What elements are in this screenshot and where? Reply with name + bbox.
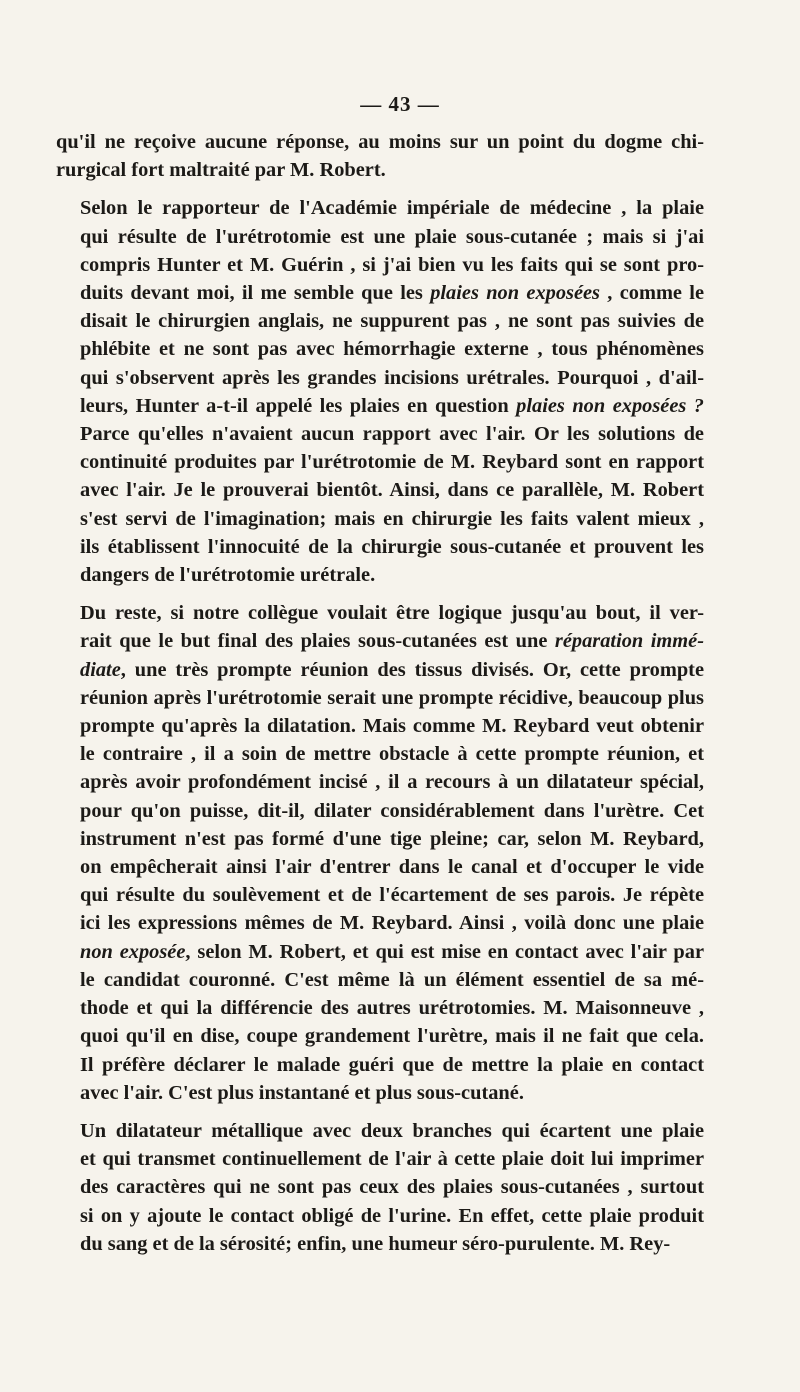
text-line: réunion après l'urétrotomie serait une prompte récidive, beaucoup plus bbox=[80, 686, 704, 709]
text-line: on empêcherait ainsi l'air d'entrer dans le canal et d'occuper le vide bbox=[80, 856, 704, 879]
text-line: phlébite et ne sont pas avec hémorrhagie externe , tous phénomènes bbox=[80, 338, 704, 361]
text-line: qui résulte du soulèvement et de l'écartement de ses parois. Je répète bbox=[80, 884, 704, 907]
text-line: Parce qu'elles n'avaient aucun rapport avec l'air. Or les solutions de bbox=[80, 423, 704, 446]
text-line: Selon le rapporteur de l'Académie impériale de médecine , la plaie bbox=[80, 197, 704, 220]
page-number: — 43 — bbox=[360, 92, 440, 116]
text-line: thode et qui la différencie des autres urétrotomies. M. Maisonneuve , bbox=[80, 997, 704, 1020]
text-line: avec l'air. C'est plus instantané et plus sous-cutané. bbox=[80, 1081, 524, 1104]
text-line: Du reste, si notre collègue voulait être logique jusqu'au bout, il ver- bbox=[80, 602, 704, 625]
text-line: et qui transmet continuellement de l'air à cette plaie doit lui imprimer bbox=[80, 1148, 704, 1171]
text-line: avec l'air. Je le prouverai bientôt. Ainsi, dans ce parallèle, M. Robert bbox=[80, 479, 704, 502]
text-line: ici les expressions mêmes de M. Reybard. Ainsi , voilà donc une plaie bbox=[80, 912, 704, 935]
paragraph-p4 bbox=[56, 1117, 704, 1258]
paragraph-p2 bbox=[56, 194, 704, 589]
text-line: qui s'observent après les grandes incisions urétrales. Pourquoi , d'ail- bbox=[80, 366, 704, 389]
text-line: compris Hunter et M. Guérin , si j'ai bien vu les faits qui se sont pro- bbox=[80, 253, 704, 276]
text-line: le candidat couronné. C'est même là un élément essentiel de sa mé- bbox=[80, 968, 704, 991]
text-line: qui résulte de l'urétrotomie est une plaie sous-cutanée ; mais si j'ai bbox=[80, 225, 704, 248]
text-line: non exposée, selon M. Robert, et qui est mise en contact avec l'air par bbox=[80, 940, 704, 963]
text-line: du sang et de la sérosité; enfin, une humeur séro-purulente. M. Rey- bbox=[80, 1232, 671, 1255]
text-line: rurgical fort maltraité par M. Robert. bbox=[56, 159, 386, 182]
text-line: duits devant moi, il me semble que les plaies non exposées , comme le bbox=[80, 282, 705, 305]
text-line: ils établissent l'innocuité de la chirurgie sous-cutanée et prouvent les bbox=[80, 535, 704, 558]
text-line: dangers de l'urétrotomie urétrale. bbox=[80, 564, 376, 587]
text-line: continuité produites par l'urétrotomie de M. Reybard sont en rapport bbox=[80, 451, 704, 474]
text-line: pour qu'on puisse, dit-il, dilater considérablement dans l'urètre. Cet bbox=[80, 799, 704, 822]
text-line: Il préfère déclarer le malade guéri que de mettre la plaie en contact bbox=[80, 1053, 704, 1076]
text-line: instrument n'est pas formé d'une tige pleine; car, selon M. Reybard, bbox=[80, 827, 704, 850]
text-line: Un dilatateur métallique avec deux branches qui écartent une plaie bbox=[80, 1119, 704, 1142]
text-line: quoi qu'il en dise, coupe grandement l'urètre, mais il ne fait que cela. bbox=[80, 1025, 704, 1048]
paragraph-p1 bbox=[56, 128, 704, 184]
text-line: diate, une très prompte réunion des tissus divisés. Or, cette prompte bbox=[80, 658, 704, 681]
text-line: leurs, Hunter a-t-il appelé les plaies en question plaies non exposées ? bbox=[80, 394, 704, 417]
text-line: après avoir profondément incisé , il a recours à un dilatateur spécial, bbox=[80, 771, 704, 794]
body-text bbox=[56, 128, 704, 1268]
text-line: si on y ajoute le contact obligé de l'urine. En effet, cette plaie produit bbox=[80, 1204, 704, 1227]
text-line: des caractères qui ne sont pas ceux des plaies sous-cutanées , surtout bbox=[80, 1176, 704, 1199]
text-line: le contraire , il a soin de mettre obstacle à cette prompte réunion, et bbox=[80, 743, 704, 766]
text-line: qu'il ne reçoive aucune réponse, au moins sur un point du dogme chi- bbox=[56, 131, 704, 153]
paragraph-p3 bbox=[56, 599, 704, 1107]
text-line: disait le chirurgien anglais, ne suppurent pas , ne sont pas suivies de bbox=[80, 310, 704, 333]
text-line: rait que le but final des plaies sous-cutanées est une réparation immé- bbox=[80, 630, 704, 653]
text-line: prompte qu'après la dilatation. Mais comme M. Reybard veut obtenir bbox=[80, 715, 704, 738]
text-line: s'est servi de l'imagination; mais en chirurgie les faits valent mieux , bbox=[80, 507, 704, 530]
